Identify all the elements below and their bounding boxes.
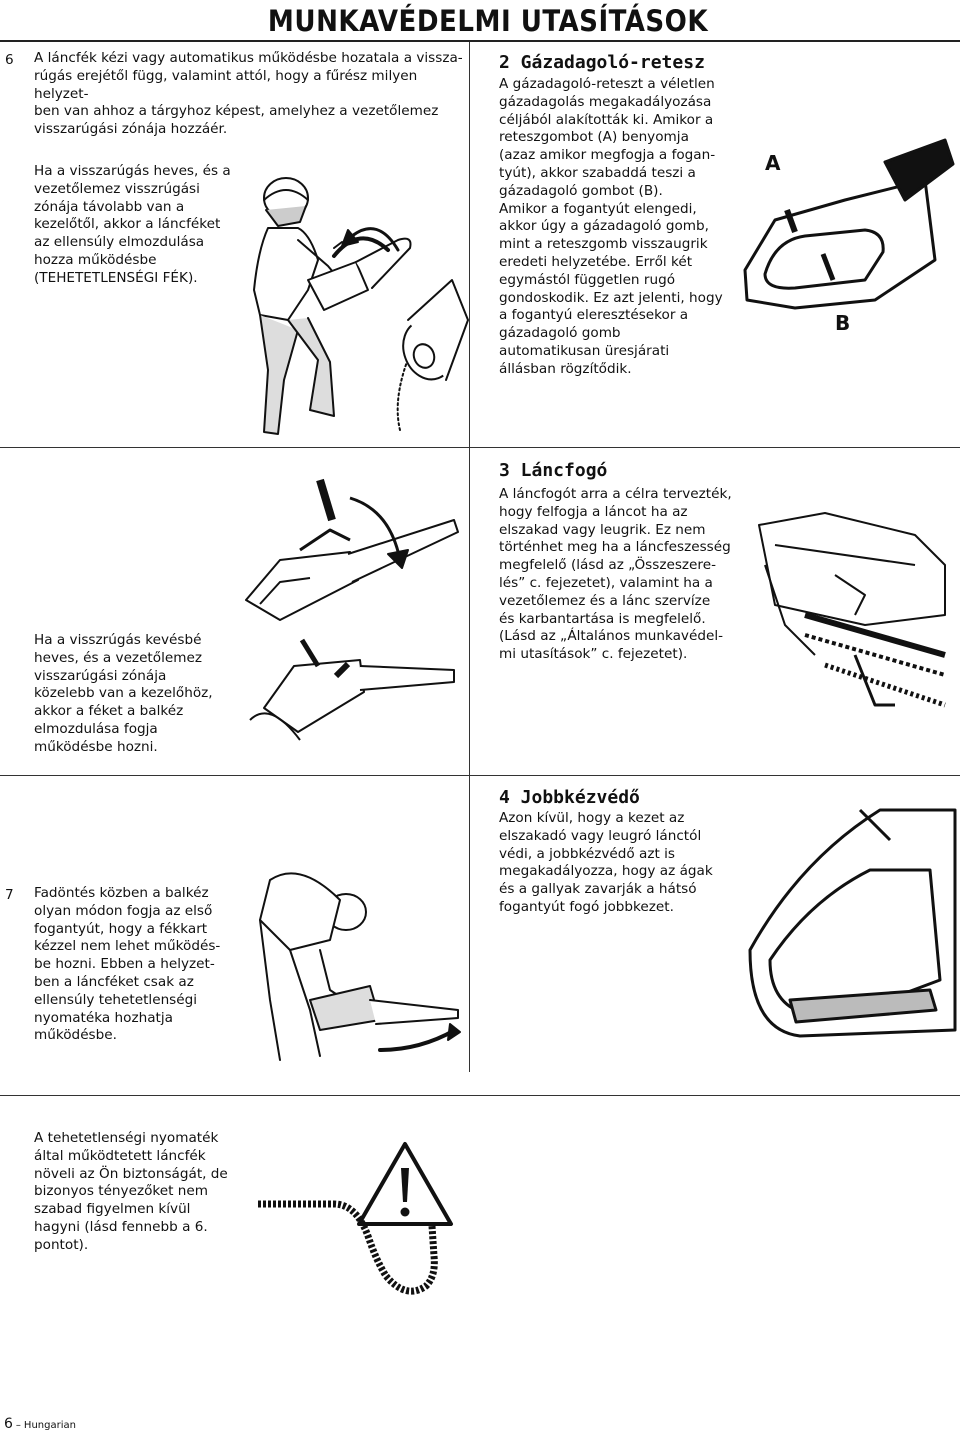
header-rule: [0, 40, 960, 42]
section2-title: 2 Gázadagoló-retesz: [499, 52, 705, 73]
label-a: A: [765, 151, 781, 175]
section3-title: 3 Láncfogó: [499, 460, 608, 481]
chain-catcher-illustration: [745, 505, 957, 750]
section6-para-2: Ha a visszarúgás heves, és a vezetőlemez visszrúgási zónája távolabb van a kezelőtől, akkor a láncféket az ellensúly elmozdulása hozza működésbe (TEHETETLENSÉGI FÉK).: [34, 163, 231, 286]
section4-text: Azon kívül, hogy a kezet az elszakadó vagy leugró lánctól védi, a jobbkézvédő azt is megakadályozza, hogy az ágak és a gallyak zavarják a hátsó fogantyút fogó jobbkezet.: [499, 810, 713, 915]
divider-right-2: [469, 775, 960, 776]
right-hand-guard-illustration: [740, 800, 955, 1040]
divider-bottom: [0, 1095, 960, 1096]
label-b: B: [835, 311, 851, 335]
section3-text: A láncfogót arra a célra tervezték, hogy felfogja a láncot ha az elszakad vagy leugrik. Ez nem történhet meg ha a láncfeszesség megfelelő (lásd az „Összeszere- lés” c. fejezetet), valamint ha a vezetőlemez és a lánc szervíze és karbantartása is megfelelő. (Lásd az „Általános munkavédel- mi utasítások” c. fejezetet).: [499, 486, 732, 663]
section-number-6: 6: [5, 52, 14, 68]
section6-para-3: Ha a visszrúgás kevésbé heves, és a vezetőlemez visszarúgási zónája közelebb van a kezelőhöz, akkor a féket a balkéz elmozdulása fogja működésbe hozni.: [34, 632, 213, 755]
section-number-7: 7: [5, 887, 14, 903]
throttle-lock-illustration: [735, 140, 955, 335]
section6-para-1: A láncfék kézi vagy automatikus működésbe hozatala a vissza- rúgás erejétől függ, valamint attól, hogy a fűrész milyen helyzet- ben van ahhoz a tárgyhoz képest, amelyhez a vezetőlemez visszarúgási zónája hozzáér.: [34, 50, 463, 138]
page-title: MUNKAVÉDELMI UTASÍTÁSOK: [267, 4, 709, 38]
operator-kickback-illustration: [238, 170, 468, 445]
saw-chain-icon: [256, 1196, 436, 1306]
section2-text: A gázadagoló-reteszt a véletlen gázadagolás megakadályozása céljából alakították ki. Amikor a reteszgombot (A) benyomja (azaz amikor megfogja a fogan- tyút), akkor szabaddá teszi a gázadagoló gombot (B). Amikor a fogantyút elengedi, akkor úgy a gázadagoló gomb, mint a reteszgomb visszaugrik eredeti helyzetébe. Erről két egymástól független rugó gondoskodik. Ez azt jelenti, hogy a fogantyú eleresztésekor a gázadagoló gomb automatikusan üresjárati állásban rögzítődik.: [499, 76, 723, 377]
divider-left-2: [0, 775, 469, 776]
section4-title: 4 Jobbkézvédő: [499, 787, 640, 808]
inertia-note: A tehetetlenségi nyomaték által működtetett láncfék növeli az Ön biztonságát, de bizonyos tényezőket nem szabad figyelmen kívül hagyni (lásd fennebb a 6. pontot).: [34, 1130, 228, 1253]
felling-posture-illustration: [250, 860, 465, 1070]
brake-activation-illustration: [240, 470, 465, 770]
column-divider: [469, 42, 470, 1072]
section7-text: Fadöntés közben a balkéz olyan módon fogja az első fogantyút, hogy a fékkart kézzel nem lehet működés- be hozni. Ebben a helyzet- ben a láncféket csak az ellensúly tehetetlenségi nyomatéka hozhatja működésbe.: [34, 885, 221, 1044]
divider-right-1: [469, 447, 960, 448]
page-number: 6 – Hungarian: [4, 1416, 76, 1432]
divider-left-1: [0, 447, 469, 448]
